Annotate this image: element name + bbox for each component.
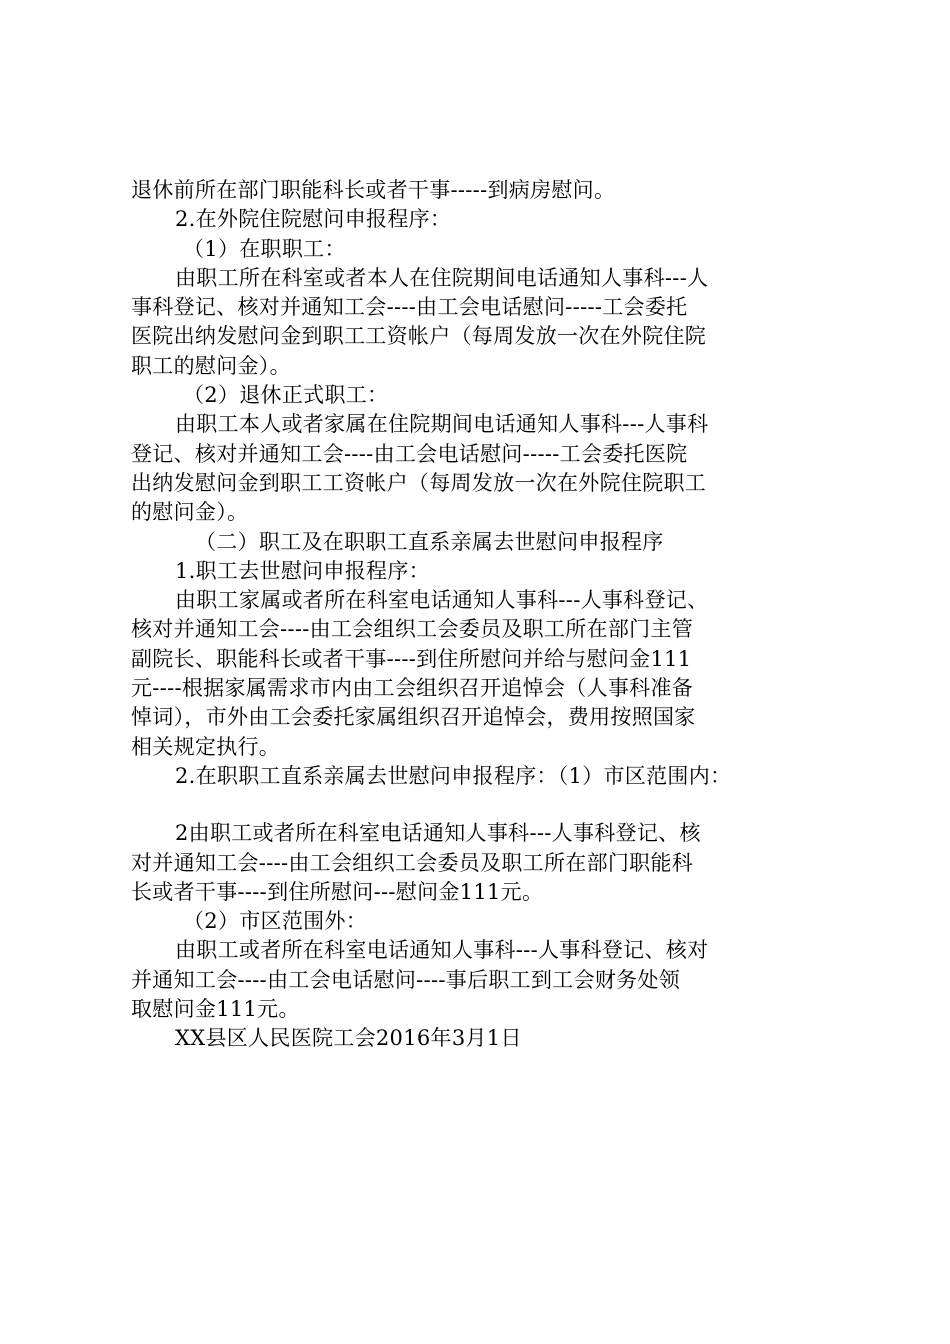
- text-line: 出纳发慰问金到职工工资帐户（每周发放一次在外院住院职工: [131, 470, 707, 495]
- text-line: 2由职工或者所在科室电话通知人事科---人事科登记、核: [175, 821, 701, 846]
- text-line: 元----根据家属需求市内由工会组织召开追悼会（人事科准备: [131, 676, 694, 701]
- text-line: 职工的慰问金）。: [131, 353, 291, 378]
- section-heading: 2.在职职工直系亲属去世慰问申报程序：（1）市区范围内：: [175, 763, 732, 788]
- subsection-heading: （2）退休正式职工：: [183, 383, 389, 408]
- document-body: [131, 176, 841, 1054]
- text-line: 的慰问金）。: [131, 500, 249, 525]
- text-line: 对并通知工会----由工会组织工会委员及职工所在部门职能科: [131, 850, 694, 875]
- section-heading: 2.在外院住院慰问申报程序：: [175, 207, 452, 232]
- text-line: 悼词），市外由工会委托家属组织召开追悼会，费用按照国家: [131, 705, 696, 730]
- text-line: 由职工或者所在科室电话通知人事科---人事科登记、核对: [175, 938, 709, 963]
- text-line: 医院出纳发慰问金到职工工资帐户（每周发放一次在外院住院: [131, 324, 707, 349]
- section-heading: 1.职工去世慰问申报程序：: [175, 558, 430, 583]
- text-line: 退休前所在部门职能科长或者干事-----到病房慰问。: [131, 178, 616, 202]
- subsection-heading: （2）市区范围外：: [183, 909, 368, 934]
- subsection-heading: （1）在职职工：: [183, 236, 346, 261]
- spacer: [131, 791, 841, 819]
- text-line: 由职工本人或者家属在住院期间电话通知人事科---人事科: [175, 412, 709, 437]
- text-line: 由职工所在科室或者本人在住院期间电话通知人事科---人: [175, 265, 709, 290]
- text-line: 相关规定执行。: [131, 734, 281, 759]
- section-heading: （二）职工及在职职工直系亲属去世慰问申报程序: [195, 529, 664, 554]
- text-line: 长或者干事----到住所慰问---慰问金111元。: [131, 879, 544, 904]
- text-line: 副院长、职能科长或者干事----到住所慰问并给与慰问金111: [131, 646, 692, 671]
- text-line: 由职工家属或者所在科室电话通知人事科---人事科登记、: [175, 588, 709, 613]
- text-line: 登记、核对并通知工会----由工会电话慰问-----工会委托医院: [131, 441, 688, 466]
- signature-line: XX县区人民医院工会2016年3月1日: [175, 1026, 522, 1051]
- text-line: 并通知工会----由工会电话慰问----事后职工到工会财务处领: [131, 967, 681, 992]
- text-line: 取慰问金111元。: [131, 997, 300, 1022]
- text-line: 核对并通知工会----由工会组织工会委员及职工所在部门主管: [131, 617, 694, 642]
- text-line: 事科登记、核对并通知工会----由工会电话慰问-----工会委托: [131, 295, 688, 320]
